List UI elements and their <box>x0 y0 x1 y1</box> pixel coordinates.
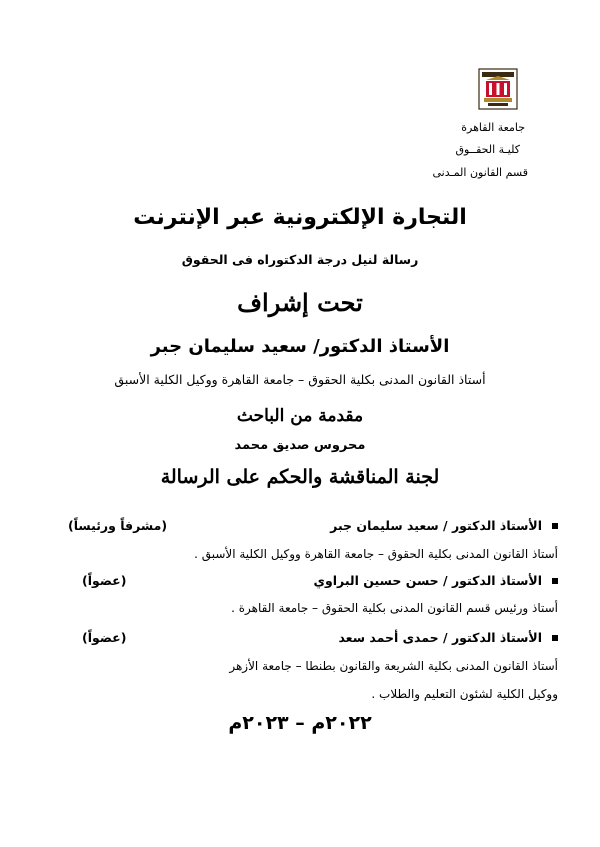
bullet-icon <box>552 523 558 529</box>
committee-member-1-desc: أستاذ القانون المدنى بكلية الحقوق – جامعة القاهرة ووكيل الكلية الأسبق . <box>194 547 558 561</box>
department-name: قسم القانون المـدنى <box>432 166 528 179</box>
committee-member-1-role: (مشرفاً ورئيساً) <box>68 518 168 533</box>
committee-member-2-role: (عضواً) <box>82 573 127 588</box>
faculty-name: كليـة الحقــوق <box>455 143 520 156</box>
university-name: جامعة القاهرة <box>461 121 525 134</box>
bullet-icon <box>552 578 558 584</box>
committee-member-3-role: (عضواً) <box>82 630 127 645</box>
committee-member-3-desc-line-1: أستاذ القانون المدنى بكلية الشريعة والقانون بطنطا – جامعة الأزهر <box>229 659 558 673</box>
student-name: محروس صديق محمد <box>234 438 366 453</box>
member-name-text: الأستاذ الدكتور / سعيد سليمان جبر <box>330 518 542 533</box>
member-name-text: الأستاذ الدكتور / حسن حسين البراوي <box>313 573 542 588</box>
thesis-subtitle: رسالة لنيل درجة الدكتوراه فى الحقوق <box>181 252 419 267</box>
committee-member-2-desc: أستاذ ورئيس قسم القانون المدنى بكلية الحقوق – جامعة القاهرة . <box>231 601 558 615</box>
academic-year: ٢٠٢٢م – ٢٠٢٣م <box>228 712 372 734</box>
cairo-university-logo-icon <box>478 68 518 110</box>
supervision-heading: تحت إشراف <box>237 288 363 317</box>
presented-by-heading: مقدمة من الباحث <box>236 406 364 426</box>
supervisor-description: أستاذ القانون المدنى بكلية الحقوق – جامعة القاهرة ووكيل الكلية الأسبق <box>114 372 486 387</box>
thesis-title: التجارة الإلكترونية عبر الإنترنت <box>133 205 467 230</box>
committee-member-2-name <box>314 573 558 588</box>
committee-member-1-name <box>330 518 558 533</box>
committee-member-3-desc-line-2: ووكيل الكلية لشئون التعليم والطلاب . <box>371 687 558 701</box>
supervisor-name: الأستاذ الدكتور/ سعيد سليمان جبر <box>150 336 450 357</box>
bullet-icon <box>552 635 558 641</box>
member-name-text: الأستاذ الدكتور / حمدى أحمد سعد <box>338 630 542 645</box>
committee-heading: لجنة المناقشة والحكم على الرسالة <box>160 466 440 488</box>
committee-member-3-name <box>338 630 558 645</box>
